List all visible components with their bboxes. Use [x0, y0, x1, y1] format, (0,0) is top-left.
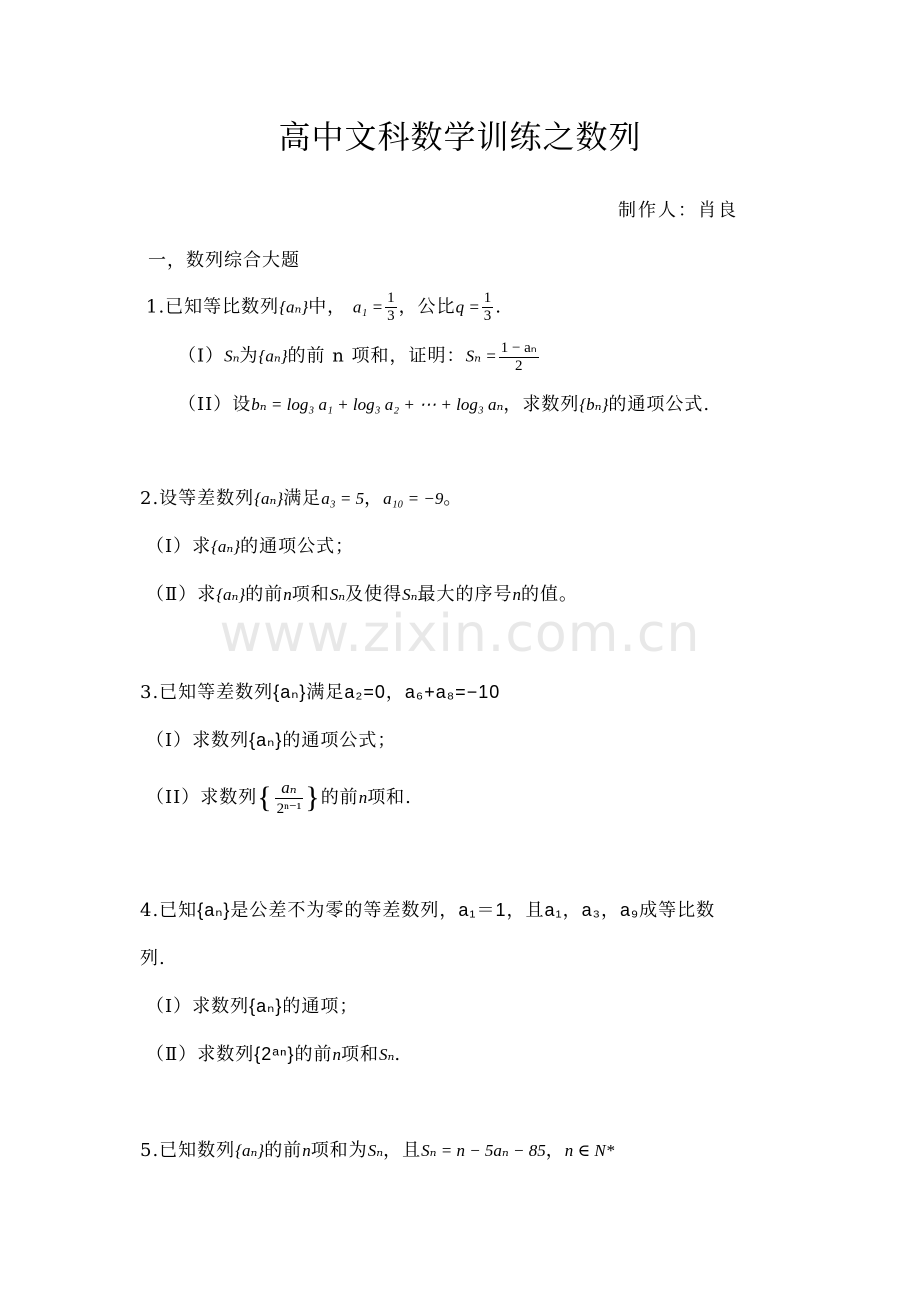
- p1-intro-text-b: 中，: [308, 296, 347, 318]
- p2-part2-a: （Ⅱ）求: [146, 584, 217, 605]
- p4-part1-a: （Ⅰ）求数列: [146, 996, 250, 1017]
- p2-part2-f: 的值。: [521, 584, 579, 605]
- problem-2-intro: [140, 484, 462, 510]
- p2-intro-c: ，: [364, 488, 384, 509]
- p2-part1-b: 的通项公式；: [240, 536, 355, 557]
- p3-left-brace: {: [257, 781, 273, 814]
- section-heading: 一，数列综合大题: [148, 250, 300, 271]
- problem-4-part-1: [146, 992, 358, 1018]
- p2-a3: a₃ = 5: [321, 489, 365, 508]
- p1-part1-c: 的前 n 项和，证明：: [287, 345, 466, 367]
- p5-intro-c: 项和为: [310, 1140, 368, 1161]
- p1-a1: a₁ =: [352, 297, 384, 317]
- p4-seq: {aₙ}: [197, 900, 231, 920]
- p3-part2-b: 的前: [320, 787, 359, 808]
- p1-Sn-eq: Sₙ =: [465, 346, 497, 366]
- p1-a1-fraction: [385, 290, 397, 325]
- p2-n-2: n: [512, 585, 522, 604]
- p2-n: n: [283, 585, 292, 604]
- p3-intro-b: 满足: [306, 682, 345, 703]
- p2-part1-a: （Ⅰ）求: [146, 536, 212, 557]
- p3-part2-a: （II）求数列: [146, 787, 258, 808]
- p3-part1-b: 的通项公式；: [282, 730, 397, 751]
- p5-seq: {aₙ}: [235, 1141, 265, 1160]
- p2-part2-b: 的前: [245, 584, 284, 605]
- p4-part2-b: 的前: [294, 1044, 333, 1065]
- p1-Sn: Sₙ: [224, 346, 240, 366]
- page-title: 高中文科数学训练之数列: [278, 118, 642, 156]
- p5-n: n: [302, 1141, 311, 1160]
- watermark-text: www.zixin.com.cn: [219, 604, 701, 664]
- problem-3-part-1: [146, 726, 396, 752]
- p1-frac-den: 3: [387, 308, 395, 324]
- p3-seq-2: {aₙ}: [249, 730, 283, 750]
- p2-Sn: Sₙ: [329, 585, 346, 604]
- p1-Sn-den: 2: [514, 358, 523, 374]
- p1-part1-a: （I）: [178, 345, 225, 367]
- p3-frac-den: 2ⁿ⁻¹: [276, 801, 302, 817]
- p5-formula: Sₙ = n − 5aₙ − 85: [421, 1141, 546, 1160]
- problem-4-line-1: [140, 896, 715, 922]
- p1-q: q =: [455, 297, 480, 317]
- p4-part2-a: （Ⅱ）求数列: [146, 1044, 255, 1065]
- p1-Sn-fraction: [499, 338, 539, 375]
- p1-bn-formula: bₙ = log₃ a₁ + log₃ a₂ + ⋯ + log₃ aₙ: [251, 395, 504, 414]
- problem-4-line-2: 列.: [140, 948, 166, 969]
- problem-1-part-1: [178, 338, 541, 375]
- p5-intro-a: 5.已知数列: [140, 1140, 236, 1161]
- problem-2-part-1: [146, 532, 354, 558]
- p3-cond: a₂=0，a₆+a₈=−10: [344, 682, 501, 702]
- p4-terms: a₁，a₃，a₉: [544, 900, 640, 920]
- p4-Sn: Sₙ: [379, 1045, 395, 1064]
- p3-frac-num: aₙ: [275, 778, 304, 799]
- p3-part1-a: （I）求数列: [146, 730, 250, 751]
- p4-seq2: {2ᵃⁿ}: [254, 1044, 295, 1064]
- p2-part2-e: 最大的序号: [417, 584, 513, 605]
- p1-q-fraction: [482, 290, 494, 325]
- p4-n: n: [332, 1045, 342, 1064]
- problem-2-part-2: [146, 580, 578, 606]
- p4-part1-b: 的通项；: [282, 996, 359, 1017]
- p4-seq-2: {aₙ}: [249, 996, 283, 1016]
- p4-line1-b: 是公差不为零的等差数列，: [230, 900, 459, 921]
- p1-seq-2: {aₙ}: [258, 346, 288, 366]
- p4-line1-a: 4.已知: [140, 900, 198, 921]
- p2-seq-2: {aₙ}: [211, 537, 241, 556]
- p1-seq: {aₙ}: [279, 297, 309, 317]
- p2-seq: {aₙ}: [254, 489, 284, 508]
- p3-n: n: [358, 788, 368, 807]
- p2-a10: a₁₀ = −9: [383, 489, 444, 508]
- problem-1-part-2: [178, 390, 710, 416]
- p5-intro-d: ，且: [383, 1140, 422, 1161]
- p5-cond: n ∈ N*: [564, 1141, 615, 1160]
- p4-a1: a₁＝1: [458, 900, 507, 920]
- p1-q-num: 1: [483, 290, 492, 306]
- p2-Sn-2: Sₙ: [402, 585, 418, 604]
- p3-seq: {aₙ}: [273, 682, 307, 702]
- p3-intro-a: 3.已知等差数列: [140, 682, 274, 703]
- p2-intro-a: 2.设等差数列: [140, 488, 255, 509]
- p5-intro-b: 的前: [264, 1140, 303, 1161]
- problem-5-intro: [140, 1136, 614, 1162]
- p2-intro-d: 。: [443, 488, 463, 509]
- p2-intro-b: 满足: [283, 488, 322, 509]
- p1-q-den: 3: [483, 308, 492, 324]
- problem-4-part-2: [146, 1040, 401, 1066]
- p2-part2-c: 项和: [291, 584, 330, 605]
- p1-part2-a: （II）设: [178, 394, 252, 415]
- problem-1-intro: 1.已知等比数列{aₙ}中， a₁ = $\frac{1}{3}$ ，公比q = $\frac{1}{3}$ .: [146, 290, 503, 324]
- p1-part1-b: 为: [239, 345, 259, 367]
- p4-line1-c: ，且: [506, 900, 545, 921]
- p2-part2-d: 及使得: [345, 584, 403, 605]
- p3-right-brace: }: [305, 781, 321, 814]
- p3-fraction: [275, 778, 304, 818]
- p1-part2-b: ，求数列: [503, 394, 580, 415]
- p1-Sn-num: 1 − aₙ: [500, 340, 537, 356]
- p4-line1-d: 成等比数: [639, 900, 716, 921]
- p1-frac-num: 1: [387, 290, 395, 306]
- p5-intro-e: ，: [545, 1140, 565, 1161]
- author-line: 制作人：肖良: [618, 200, 738, 221]
- p1-intro-text-a: 1.已知等比数列: [146, 296, 280, 318]
- p1-intro-text-c: ，公比: [398, 296, 456, 318]
- problem-3-intro: [140, 678, 500, 704]
- p5-Sn: Sₙ: [367, 1141, 384, 1160]
- p3-part2-c: 项和.: [367, 787, 412, 808]
- p4-part2-c: 项和: [341, 1044, 380, 1065]
- p1-part2-c: 的通项公式.: [608, 394, 711, 415]
- p2-seq-3: {aₙ}: [216, 585, 246, 604]
- problem-3-part-2: [146, 778, 412, 818]
- p1-bn: {bₙ}: [579, 395, 609, 414]
- p4-part2-d: .: [394, 1044, 402, 1065]
